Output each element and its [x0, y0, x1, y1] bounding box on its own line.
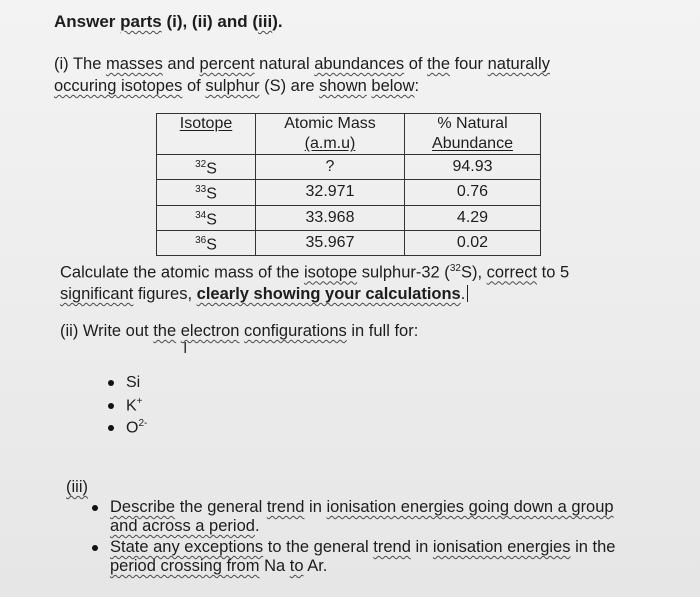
bullet-icon: [108, 403, 114, 409]
table-row: [157, 180, 541, 205]
table-header-row: [157, 114, 541, 155]
mass-cell: 33.968: [256, 205, 405, 230]
abundance-cell: 0.76: [405, 180, 541, 205]
header-isotope: Isotope: [157, 114, 256, 155]
bullet-icon: [92, 505, 98, 511]
table-row: [157, 230, 541, 255]
abundance-cell: 4.29: [405, 205, 541, 230]
list-item: State any exceptions to the general trend in ionisation energies in the period crossing from Na to Ar.: [90, 538, 650, 576]
text-cursor: [467, 285, 468, 302]
header-atomic-mass: Atomic Mass (a.m.u): [256, 114, 405, 155]
calc-instruction-line-2[interactable]: significant figures, clearly showing your calculations.: [60, 285, 468, 304]
list-item: $O^{2-}$: [108, 418, 147, 437]
part-i-line-1: (i) The masses and percent natural abundances of the four naturally: [54, 55, 550, 73]
isotope-cell: $^{33}$S: [157, 180, 256, 205]
bullet-icon: [92, 545, 98, 551]
question-heading: Answer parts (i), (ii) and (iii).: [54, 12, 283, 31]
isotope-cell: $^{36}$S: [157, 230, 256, 255]
mass-cell: ?: [256, 155, 405, 180]
isotope-cell: $^{32}$S: [157, 155, 256, 180]
mass-cell: 35.967: [256, 230, 405, 255]
isotope-cell: $^{34}$S: [157, 205, 256, 230]
abundance-cell: 0.02: [405, 230, 541, 255]
bullet-icon: [108, 380, 114, 386]
table-row: [157, 205, 541, 230]
table-row: [157, 155, 541, 180]
part-iii-label: (iii): [66, 478, 88, 496]
calc-instruction-line-1: Calculate the atomic mass of the isotope sulphur-32 ($^{32}$S), correct to 5: [60, 263, 570, 282]
mass-cell: 32.971: [256, 180, 405, 205]
abundance-cell: 94.93: [405, 155, 541, 180]
header-natural-abundance: % Natural Abundance: [405, 114, 541, 155]
part-i-line-2: occuring isotopes of sulphur (S) are shown below:: [54, 77, 420, 95]
list-item: Describe the general trend in ionisation energies going down a group and across a period.: [90, 498, 650, 536]
part-ii-instruction: (ii) Write out the electron configurations in full for:: [60, 322, 419, 340]
bullet-icon: [108, 425, 114, 431]
isotope-table: [156, 113, 541, 256]
ibeam-cursor-icon: I: [183, 340, 188, 357]
list-item: Si: [108, 374, 140, 392]
list-item: K+: [108, 396, 143, 415]
